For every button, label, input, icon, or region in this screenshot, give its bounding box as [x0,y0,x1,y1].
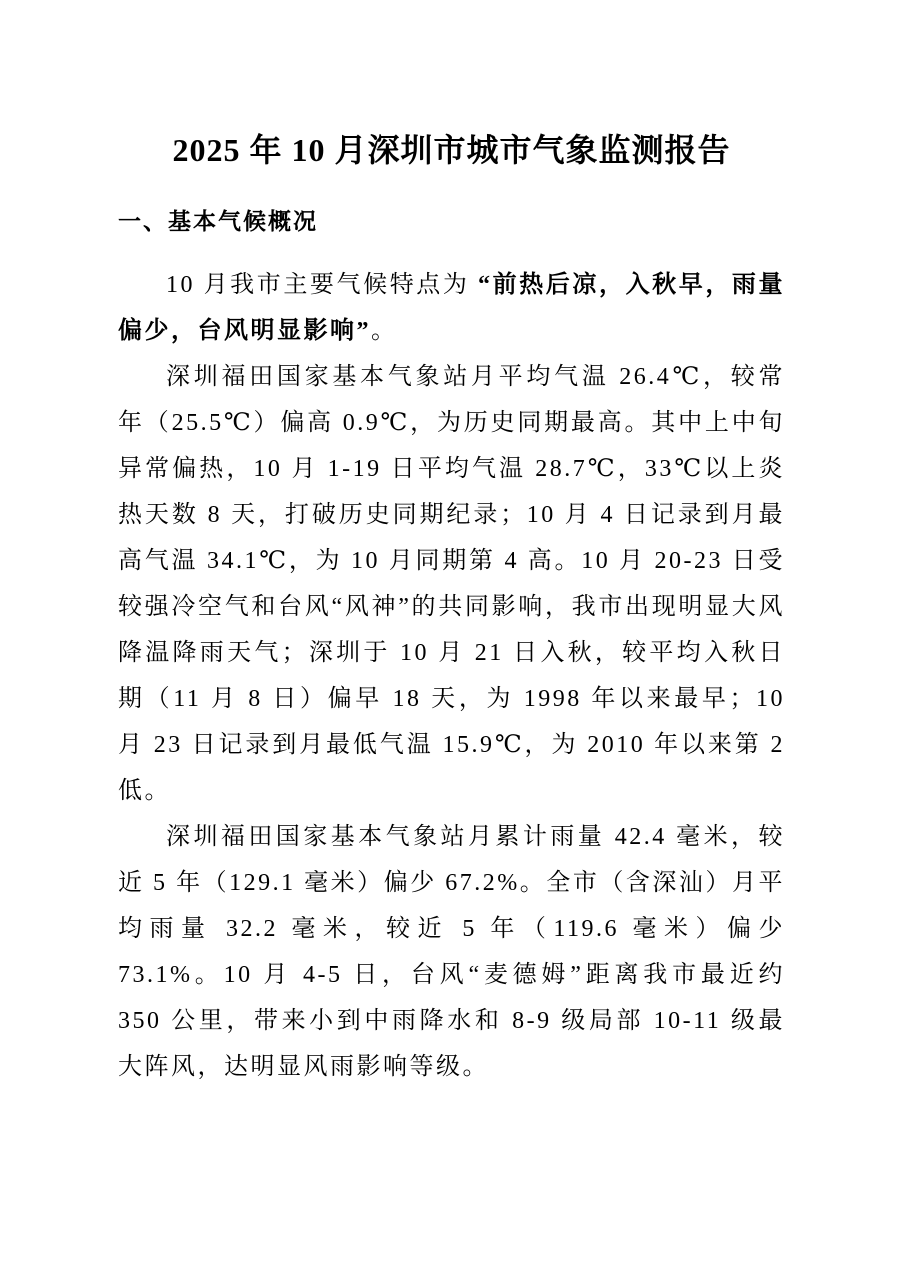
paragraph-climate-features-bold-quote: “前热后凉，入秋早，雨量偏少，台风明显影响” [118,272,786,344]
paragraph-climate-features-lead: 10 月我市主要气候特点为 [166,272,479,298]
paragraph-temperature-summary: 深圳福田国家基本气象站月平均气温 26.4℃，较常年（25.5℃）偏高 0.9℃，为历史同期最高。其中上中旬异常偏热，10 月 1-19 日平均气温 28.7℃，33℃以上炎热天数 8 天，打破历史同期纪录；10 月 4 日记录到月最高气温 34.1℃，为 10 月同期第 4 高。10 月 20-23 日受较强冷空气和台风“风神”的共同影响，我市出现明显大风降温降雨天气；深圳于 10 月 21 日入秋，较平均入秋日期（11 月 8 日）偏早 18 天，为 1998 年以来最早；10 月 23 日记录到月最低气温 15.9℃，为 2010 年以来第 2 低。 [118,364,785,804]
document-title: 2025 年 10 月深圳市城市气象监测报告 [172,132,731,168]
section-heading-basic-climate-overview: 一、基本气候概况 [118,208,318,234]
paragraph-climate-features-tail: 。 [371,318,398,344]
paragraph-climate-features [118,262,785,354]
paragraph-rainfall-typhoon-summary: 深圳福田国家基本气象站月累计雨量 42.4 毫米，较近 5 年（129.1 毫米）偏少 67.2%。全市（含深汕）月平均雨量 32.2 毫米，较近 5 年（119.6 毫米）偏少 73.1%。10 月 4-5 日，台风“麦德姆”距离我市最近约 350 公里，带来小到中雨降水和 8-9 级局部 10-11 级最大阵风，达明显风雨影响等级。 [118,824,785,1080]
